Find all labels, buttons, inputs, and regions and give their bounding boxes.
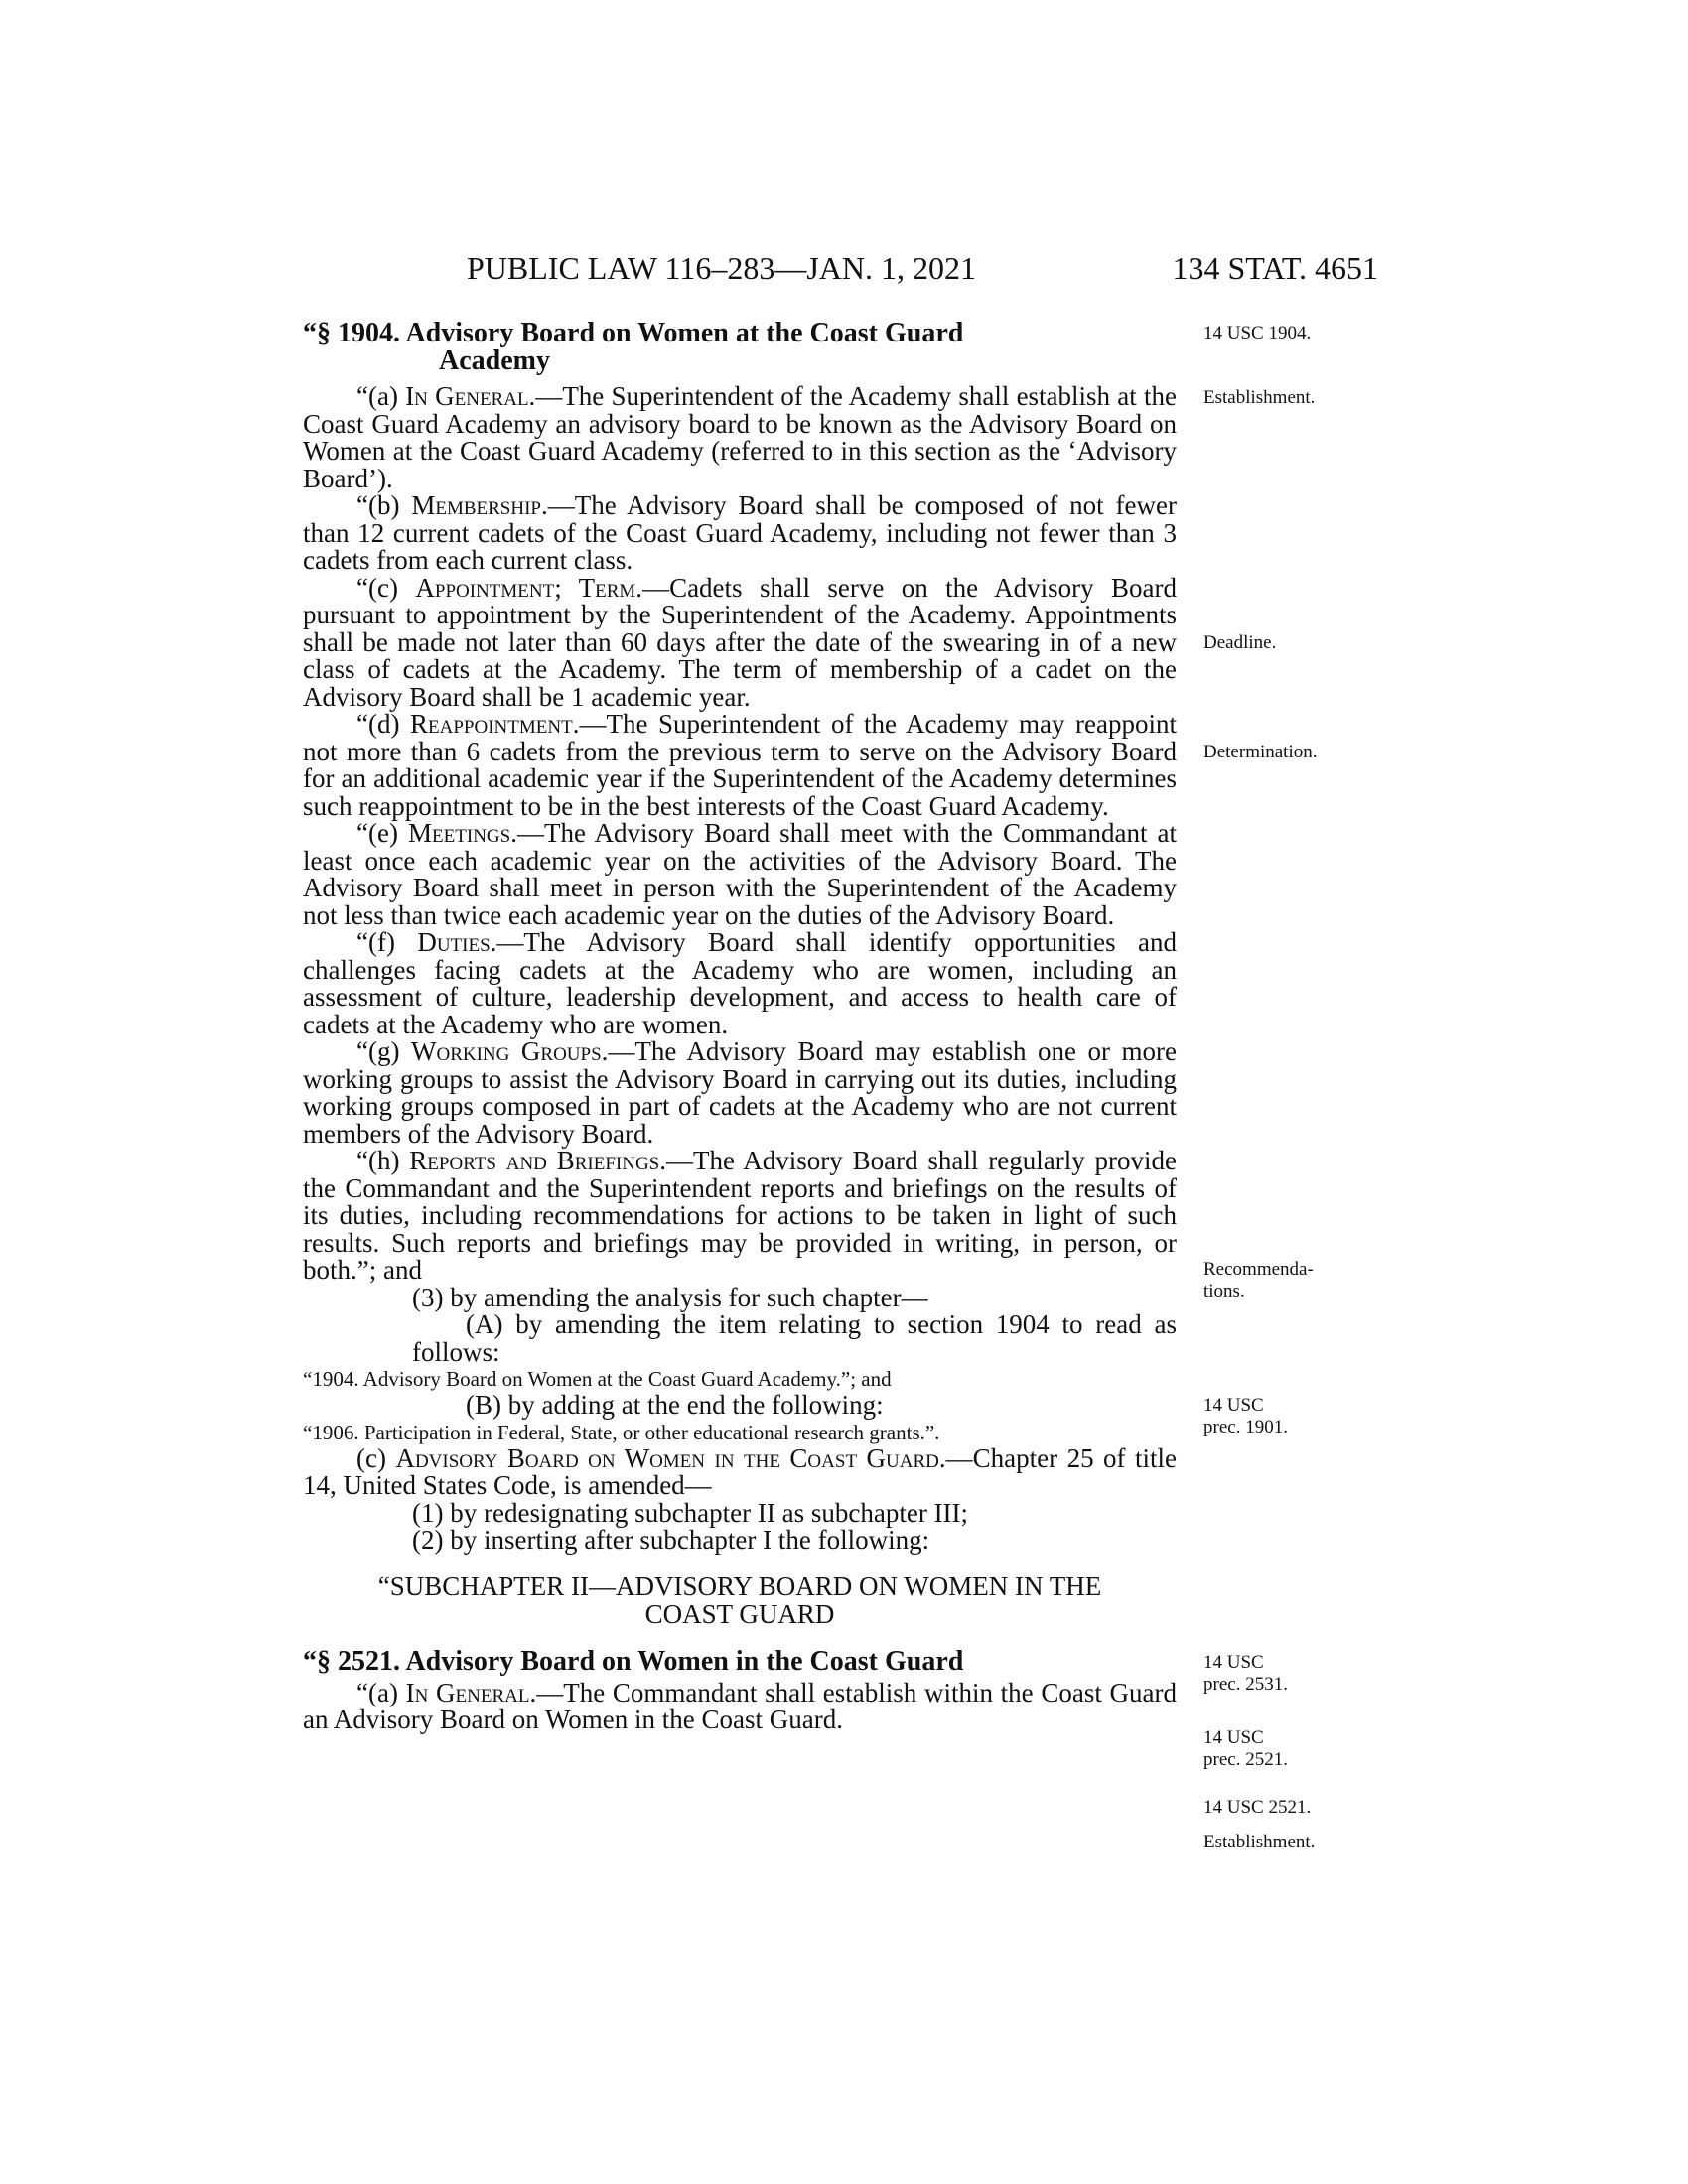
header-page-number: 134 STAT. 4651 xyxy=(1172,250,1378,286)
margin-note-usc-prec-2531: 14 USC prec. 2531. xyxy=(1203,1652,1288,1695)
margin-note-recommendations: Recommenda- tions. xyxy=(1203,1259,1314,1301)
sub-c-item-2: (2) by inserting after subchapter I the following: xyxy=(412,1525,930,1555)
margin-note-usc-prec-2521: 14 USC prec. 2521. xyxy=(1203,1727,1288,1770)
subsection-f: “(f) Duties.—The Advisory Board shall identify opportunities and challenges facing cadets at the Academy who are women, including an assessment of culture, leadership development, and access to health care of cadets at the Academy who are women. xyxy=(303,927,1177,1039)
amend-item-3: (3) by amending the analysis for such chapter— xyxy=(412,1282,928,1312)
amend-item-B: (B) by adding at the end the following: xyxy=(466,1390,884,1420)
margin-note-establishment-2: Establishment. xyxy=(1203,1832,1316,1852)
subchapter-heading: “SUBCHAPTER II—ADVISORY BOARD ON WOMEN IN THE COAST GUARD xyxy=(377,1570,1102,1629)
subsection-d: “(d) Reappointment.—The Superintendent of the Academy may reappoint not more than 6 cadets from the previous term to serve on the Advisory Board for an additional academic year if the Superintendent of the Academy determines such reappointment to be in the best interests of the Coast Guard Academy. xyxy=(303,709,1178,821)
margin-note-establishment: Establishment. xyxy=(1203,387,1316,408)
subsection-g: “(g) Working Groups.—The Advisory Board may establish one or more working groups to assist the Advisory Board in carrying out its duties, including working groups composed in part of cadets at the Academy who are not current members of the Advisory Board. xyxy=(303,1036,1177,1149)
section-2521-heading: “§ 2521. Advisory Board on Women in the Coast Guard xyxy=(303,1645,964,1677)
subsection-a: “(a) In General.—The Superintendent of the Academy shall establish at the Coast Guard Academy an advisory board to be known as the Advisory Board on Women at the Coast Guard Academy (referred to in this section as the ‘Advisory Board’). xyxy=(303,381,1177,493)
subsection-b: “(b) Membership.—The Advisory Board shall be composed of not fewer than 12 current cadets of the Coast Guard Academy, including not fewer than 3 cadets from each current class. xyxy=(303,490,1177,575)
subsection-c: “(c) Appointment; Term.—Cadets shall serve on the Advisory Board pursuant to appointment by the Superintendent of the Academy. Appointments shall be made not later than 60 days after the date of the swearing in of a new class of cadets at the Academy. The term of membership of a cadet on the Advisory Board shall be 1 academic year. xyxy=(303,572,1177,712)
quote-1904: “1904. Advisory Board on Women at the Coast Guard Academy.”; and xyxy=(303,1367,892,1391)
subsection-c-advisory: (c) Advisory Board on Women in the Coast Guard.—Chapter 25 of title 14, United States Code, is amended— xyxy=(303,1442,1178,1500)
subsection-e: “(e) Meetings.—The Advisory Board shall meet with the Commandant at least once each academic year on the activities of the Advisory Board. The Advisory Board shall meet in person with the Superintendent of the Academy not less than twice each academic year on the duties of the Advisory Board. xyxy=(303,818,1178,930)
page-header xyxy=(467,250,1378,290)
margin-note-usc-prec-1901: 14 USC prec. 1901. xyxy=(1203,1395,1288,1437)
header-title: PUBLIC LAW 116–283—JAN. 1, 2021 xyxy=(467,250,976,286)
amend-item-A: (A) by amending the item relating to section 1904 to read as follows: xyxy=(412,1309,1177,1367)
section-1904-heading: “§ 1904. Advisory Board on Women at the Coast Guard Academy xyxy=(303,318,964,376)
subsection-h: “(h) Reports and Briefings.—The Advisory Board shall regularly provide the Commandant and the Superintendent reports and briefings on the results of its duties, including recommendations for actions to be taken in light of such results. Such reports and briefings may be provided in writing, in person, or both.”; and xyxy=(303,1146,1177,1285)
sub-c-item-1: (1) by redesignating subchapter II as subchapter III; xyxy=(412,1497,969,1528)
margin-note-usc-2521: 14 USC 2521. xyxy=(1203,1797,1312,1818)
margin-note-deadline: Deadline. xyxy=(1203,632,1277,653)
margin-note-usc-1904: 14 USC 1904. xyxy=(1203,323,1312,343)
margin-note-determination: Determination. xyxy=(1203,742,1318,762)
body-text xyxy=(303,320,1177,1734)
section-2521-subsection-a: “(a) In General.—The Commandant shall establish within the Coast Guard an Advisory Board on Women in the Coast Guard. xyxy=(303,1677,1178,1734)
quote-1906: “1906. Participation in Federal, State, or other educational research grants.”. xyxy=(303,1420,940,1444)
